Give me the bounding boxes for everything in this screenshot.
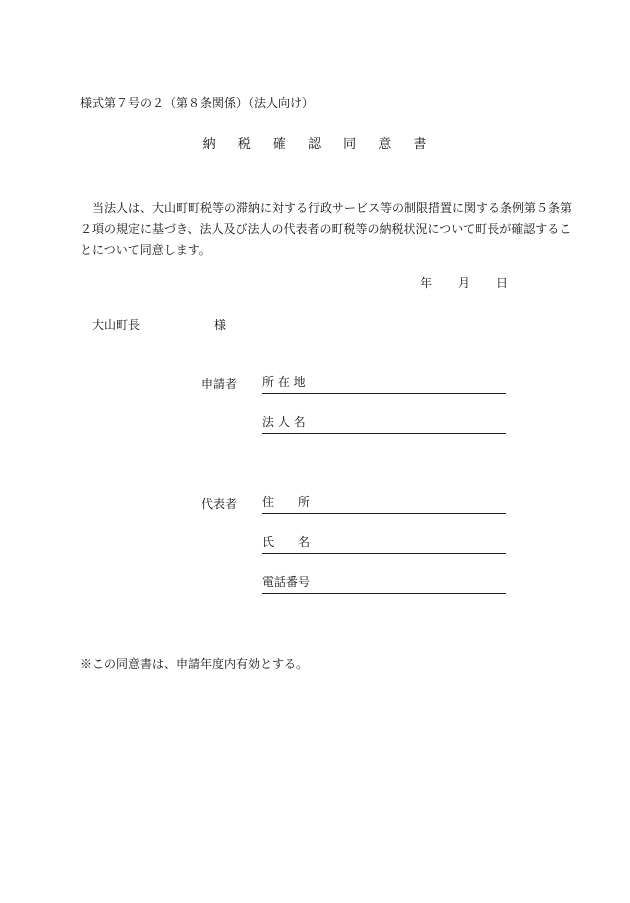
representative-phone-field[interactable] [262, 575, 506, 594]
date-day-label: 日 [496, 276, 509, 290]
applicant-corp-name-field[interactable] [262, 415, 506, 434]
form-number: 様式第７号の２（第８条関係）（法人向け） [80, 96, 315, 110]
representative-phone-label: 電話番号 [262, 575, 311, 589]
addressee-honorific: 様 [214, 318, 227, 332]
addressee-name: 大山町長 [92, 318, 141, 332]
applicant-role-label: 申請者 [201, 377, 238, 391]
applicant-address-field[interactable] [262, 375, 506, 394]
date-line [420, 276, 508, 291]
applicant-corp-name-label: 法 人 名 [262, 415, 306, 429]
consent-statement [80, 198, 573, 261]
date-year-label: 年 [420, 276, 433, 290]
addressee [92, 318, 226, 333]
representative-role-label: 代表者 [201, 497, 238, 511]
applicant-address-label: 所 在 地 [262, 375, 306, 389]
document-title: 納 税 確 認 同 意 書 [202, 137, 436, 152]
validity-note: ※この同意書は、申請年度内有効とする。 [80, 657, 309, 671]
representative-name-label: 氏 名 [262, 535, 311, 549]
representative-address-field[interactable] [262, 495, 506, 514]
consent-statement-line: とについて同意します。 [80, 243, 211, 257]
consent-statement-line: ２項の規定に基づき、法人及び法人の代表者の町税等の納税状況について町長が確認するこ [80, 222, 572, 236]
representative-address-label: 住 所 [262, 495, 311, 509]
date-month-label: 月 [458, 276, 471, 290]
representative-name-field[interactable] [262, 535, 506, 554]
consent-statement-line: 当法人は、大山町町税等の滞納に対する行政サービス等の制限措置に関する条例第５条第 [80, 201, 573, 215]
